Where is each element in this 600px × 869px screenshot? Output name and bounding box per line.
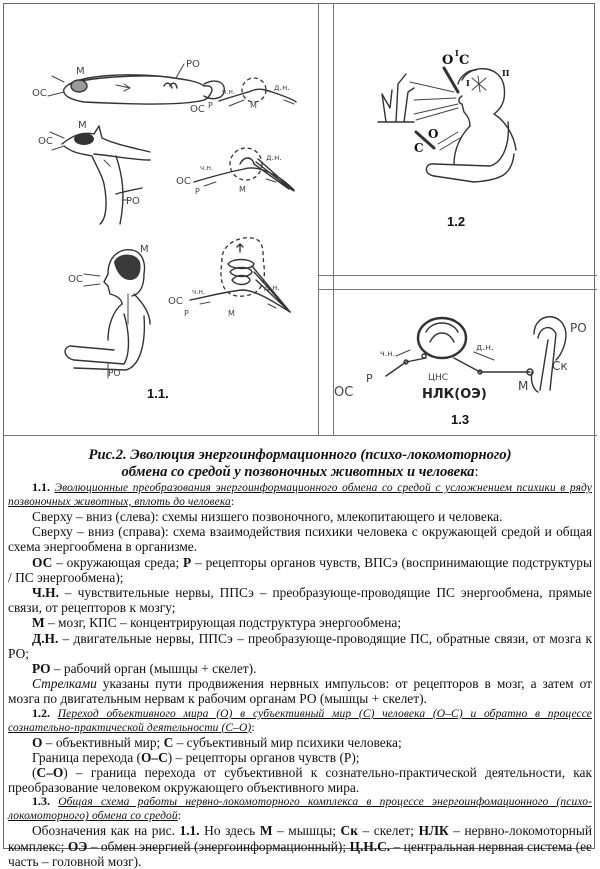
definition-dn-text: – двигательные нервы, ППСэ – преобразующе-проводящие ПС, обратные связи, от мозга к РО; xyxy=(8,630,592,661)
definition-os-r xyxy=(8,555,592,585)
definition-nlk-text: – нервно-локомоторный комплекс; xyxy=(8,823,592,854)
section-1-2-heading-text: Переход объективного мира (О) в субъективный мир (С) человека (О–С) и обратно в процессе сознательно-практической деятельности (С–О) xyxy=(8,707,593,734)
nlk-r-label: Р xyxy=(366,372,373,385)
section-1-1-line-1: Сверху – вниз (слева): схемы низшего позвоночного, млекопитающего и человека. xyxy=(32,509,503,524)
head-two-label: II xyxy=(502,68,510,78)
human-schema-dn-label: д.н. xyxy=(264,283,280,292)
term-arrows: Стрелками xyxy=(32,676,97,692)
co-bottom-o-label: О xyxy=(428,127,439,141)
section-1-1-number: 1.1. xyxy=(32,480,50,494)
co-bottom-c-label: С xyxy=(414,141,424,155)
plants-sketch xyxy=(378,74,414,122)
caption-title-line-1: Рис.2. Эволюция энергоинформационного (психо-локомоторного) xyxy=(88,447,512,463)
term-r: Р xyxy=(183,554,192,570)
term-m: М xyxy=(32,615,45,631)
human-schematic xyxy=(190,238,290,312)
border-oc-pre: Граница перехода ( xyxy=(32,749,141,765)
arrows-note-text: указаны пути продвижения нервных импульсов: от рецепторов в мозг, а затем от мозга по двигательным нервам к рабочим органам РО (мышцы + скелет). xyxy=(8,676,592,707)
term-m-muscles: М xyxy=(259,823,273,839)
definition-border-co xyxy=(8,765,592,795)
mammal-schema-m-label: М xyxy=(239,185,246,194)
term-dn: Д.Н. xyxy=(32,630,59,646)
figure-1-1-label: 1.1. xyxy=(147,386,169,401)
mammal-schema-chn-label: ч.н. xyxy=(200,164,214,172)
definition-m-muscles-text: – мышцы; xyxy=(272,823,341,839)
mammal-os-label: ОС xyxy=(38,136,53,147)
definition-ro-text: – рабочий орган (мышцы + скелет). xyxy=(50,661,257,677)
term-os: ОС xyxy=(32,554,53,570)
figure-1-2 xyxy=(334,4,596,274)
section-1-3-heading-text: Общая схема работы нервно-локомоторного комплекса в процессе энергоинфомационного (психо-локомоторного) обмена со средой xyxy=(8,796,593,823)
section-1-1-heading xyxy=(8,481,592,509)
term-o-c: О–С xyxy=(140,749,168,765)
perception-arrows xyxy=(410,82,458,120)
human-sketch xyxy=(65,250,150,378)
mammal-m-label: М xyxy=(78,120,87,131)
fish-schema-chn-label: ч.н. xyxy=(222,88,236,96)
definition-m-text: – мозг, КПС – концентрирующая подструктура энергообмена; xyxy=(44,615,402,631)
human-schema-m-label: М xyxy=(228,309,235,318)
term-c: С xyxy=(163,734,174,750)
nlk-schematic xyxy=(386,317,566,392)
nlk-sk-label: Ск xyxy=(552,359,568,373)
nlk-m-label: М xyxy=(518,379,529,393)
section-1-1-heading-text: Эволюционные преобразования энергоинформационного обмена со средой с усложнением психики в ряду позвоночных животных, вплоть до человека xyxy=(8,482,592,508)
section-1-3-number: 1.3. xyxy=(32,794,50,809)
nlk-nlk-label: НЛК(ОЭ) xyxy=(422,387,487,402)
mammal-schema-r-label: Р xyxy=(195,187,200,196)
definition-c-text: – субъективный мир психики человека; xyxy=(173,734,402,750)
definition-chn xyxy=(8,585,592,615)
human-ro-label: РО xyxy=(108,369,121,379)
term-sk: Ск xyxy=(340,823,358,839)
definition-os-text: – окружающая среда; xyxy=(52,554,184,570)
section-1-1-heading-colon: : xyxy=(230,494,235,508)
definition-dn xyxy=(8,631,592,661)
panel-divider-vertical-1 xyxy=(318,3,319,436)
head-one-label: I xyxy=(466,78,470,88)
figure-caption xyxy=(8,447,592,869)
term-ro: РО xyxy=(32,661,51,677)
mammal-schema-os-label: ОС xyxy=(176,176,191,187)
definition-oe-text: – обмен энергией (энергоинформационный); xyxy=(87,838,350,854)
figure-1-1-drawing xyxy=(4,4,317,434)
section-1-2-heading xyxy=(8,707,592,735)
border-co-pre: ( xyxy=(32,765,37,781)
human-schema-r-label: Р xyxy=(184,309,189,318)
mammal-schema-dn-label: д.н. xyxy=(266,153,282,162)
term-cns: Ц.Н.С. xyxy=(349,838,391,854)
arrows-note xyxy=(8,676,592,706)
fish-schema-os-label: ОС xyxy=(190,104,205,115)
nlk-tsns-label: ЦНС xyxy=(428,373,449,383)
term-o: О xyxy=(32,734,43,750)
human-m-label: М xyxy=(140,244,149,255)
definition-r-text: – рецепторы органов чувств, ВПСэ (воспринимающие подструктуры / ПС энергообмена); xyxy=(8,554,592,585)
caption-divider xyxy=(3,435,597,436)
fish-ro-label: РО xyxy=(186,59,200,70)
section-1-2-number: 1.2. xyxy=(32,705,50,720)
term-oe: ОЭ xyxy=(67,838,88,854)
fish-schema-r-label: Р xyxy=(208,101,213,110)
figure-1-3 xyxy=(334,290,596,434)
fish-sketch xyxy=(48,64,224,104)
fish-m-label: М xyxy=(76,66,85,77)
definition-o-c xyxy=(8,735,592,750)
term-nlk: НЛК xyxy=(418,823,449,839)
notation-t1: Обозначения как на рис. xyxy=(32,823,180,839)
notation-ref: 1.1. xyxy=(179,823,200,839)
fish-schema-dn-label: д.н. xyxy=(274,83,290,92)
figure-1-2-label: 1.2 xyxy=(447,214,466,229)
figure-1-1 xyxy=(4,4,317,434)
human-schema-os-label: ОС xyxy=(168,296,183,307)
oc-top-o-label: О xyxy=(442,53,454,68)
figure-1-2-drawing xyxy=(334,4,596,274)
border-co-post: ) – граница перехода от субъективной к сознательно-практической деятельности, как преобразование человеком окружающего объективного мира. xyxy=(8,765,592,796)
human-os-label: ОС xyxy=(68,274,83,285)
definition-border-oc xyxy=(8,750,592,765)
section-1-3-heading xyxy=(8,795,592,823)
definition-m xyxy=(8,615,592,630)
fish-os-label: ОС xyxy=(32,88,47,99)
definition-sk-text: – скелет; xyxy=(357,823,419,839)
oc-top-c-label: С xyxy=(459,53,470,68)
section-1-3-heading-colon: : xyxy=(177,808,182,823)
figure-1-3-label: 1.3 xyxy=(451,412,470,427)
nlk-ro-label: РО xyxy=(570,321,587,335)
fish-schema-m-label: М xyxy=(250,101,257,110)
human-schema-chn-label: ч.н. xyxy=(192,288,206,296)
definition-o-text: – объективный мир; xyxy=(42,734,164,750)
section-1-1-line-2: Сверху – вниз (справа): схема взаимодействия психики человека с окружающей средой и общая схема энергообмена в организме. xyxy=(8,524,592,555)
border-oc-post: ) – рецепторы органов чувств (Р); xyxy=(167,749,360,765)
definition-chn-text: – чувствительные нервы, ППСэ – преобразующе-проводящие ПС энергообмена, прямые связи, от рецепторов к мозгу; xyxy=(8,585,592,616)
section-1-3-notation xyxy=(8,823,592,869)
caption-title-colon: : xyxy=(474,464,479,480)
term-c-o: С–О xyxy=(36,765,64,781)
term-chn: Ч.Н. xyxy=(32,585,59,601)
nlk-chn-label: ч.н. xyxy=(380,349,396,358)
notation-t2: Но здесь xyxy=(199,823,260,839)
definition-cns-text: – центральная нервная система (ее часть – головной мозг). xyxy=(8,838,592,869)
nlk-os-label: ОС xyxy=(334,385,354,400)
caption-title-line-2: обмена со средой у позвоночных животных и человека xyxy=(121,464,475,480)
nlk-dn-label: д.н. xyxy=(476,343,494,353)
definition-ro xyxy=(8,661,592,676)
mammal-sketch xyxy=(50,126,150,224)
panel-divider-horizontal-1 xyxy=(318,275,597,276)
oc-top-one-label: I xyxy=(455,48,459,58)
mammal-ro-label: РО xyxy=(126,196,140,207)
section-1-2-heading-colon: : xyxy=(251,719,255,734)
caption-title xyxy=(8,447,592,481)
